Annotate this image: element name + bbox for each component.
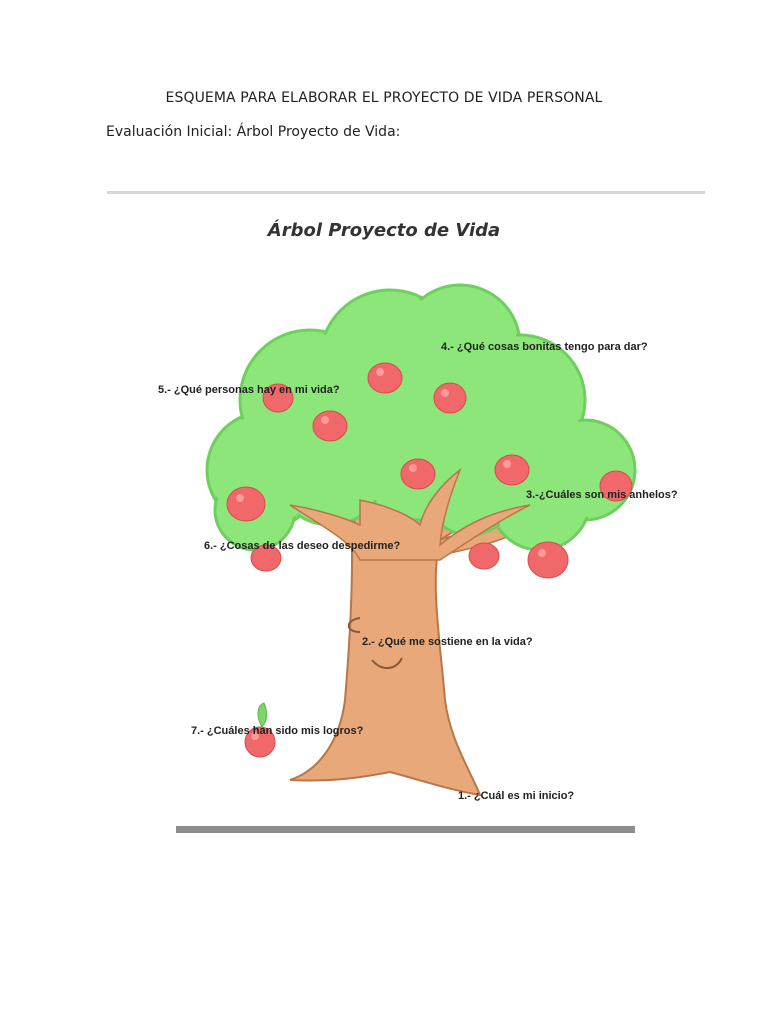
question-5: 5.- ¿Qué personas hay en mi vida? bbox=[158, 384, 340, 396]
apple bbox=[313, 411, 347, 441]
question-6: 6.- ¿Cosas de las deseo despedirme? bbox=[204, 540, 401, 552]
question-7: 7.- ¿Cuáles han sido mis logros? bbox=[191, 725, 364, 737]
apple bbox=[434, 383, 466, 413]
tree-figure-title: Árbol Proyecto de Vida bbox=[267, 220, 501, 241]
bottom-divider bbox=[176, 826, 635, 833]
apple bbox=[227, 487, 265, 521]
apple bbox=[401, 459, 435, 489]
apple bbox=[495, 455, 529, 485]
apple-leaf bbox=[258, 703, 267, 727]
question-4: 4.- ¿Qué cosas bonitas tengo para dar? bbox=[441, 341, 648, 353]
apple bbox=[528, 542, 568, 578]
question-1: 1.- ¿Cuál es mi inicio? bbox=[458, 790, 575, 802]
apple bbox=[368, 363, 402, 393]
apple bbox=[469, 543, 499, 569]
document-title: ESQUEMA PARA ELABORAR EL PROYECTO DE VIDA PERSONAL bbox=[165, 90, 603, 106]
document-subtitle: Evaluación Inicial: Árbol Proyecto de Vida: bbox=[106, 124, 401, 140]
question-2: 2.- ¿Qué me sostiene en la vida? bbox=[362, 636, 533, 648]
question-3: 3.-¿Cuáles son mis anhelos? bbox=[526, 489, 678, 501]
